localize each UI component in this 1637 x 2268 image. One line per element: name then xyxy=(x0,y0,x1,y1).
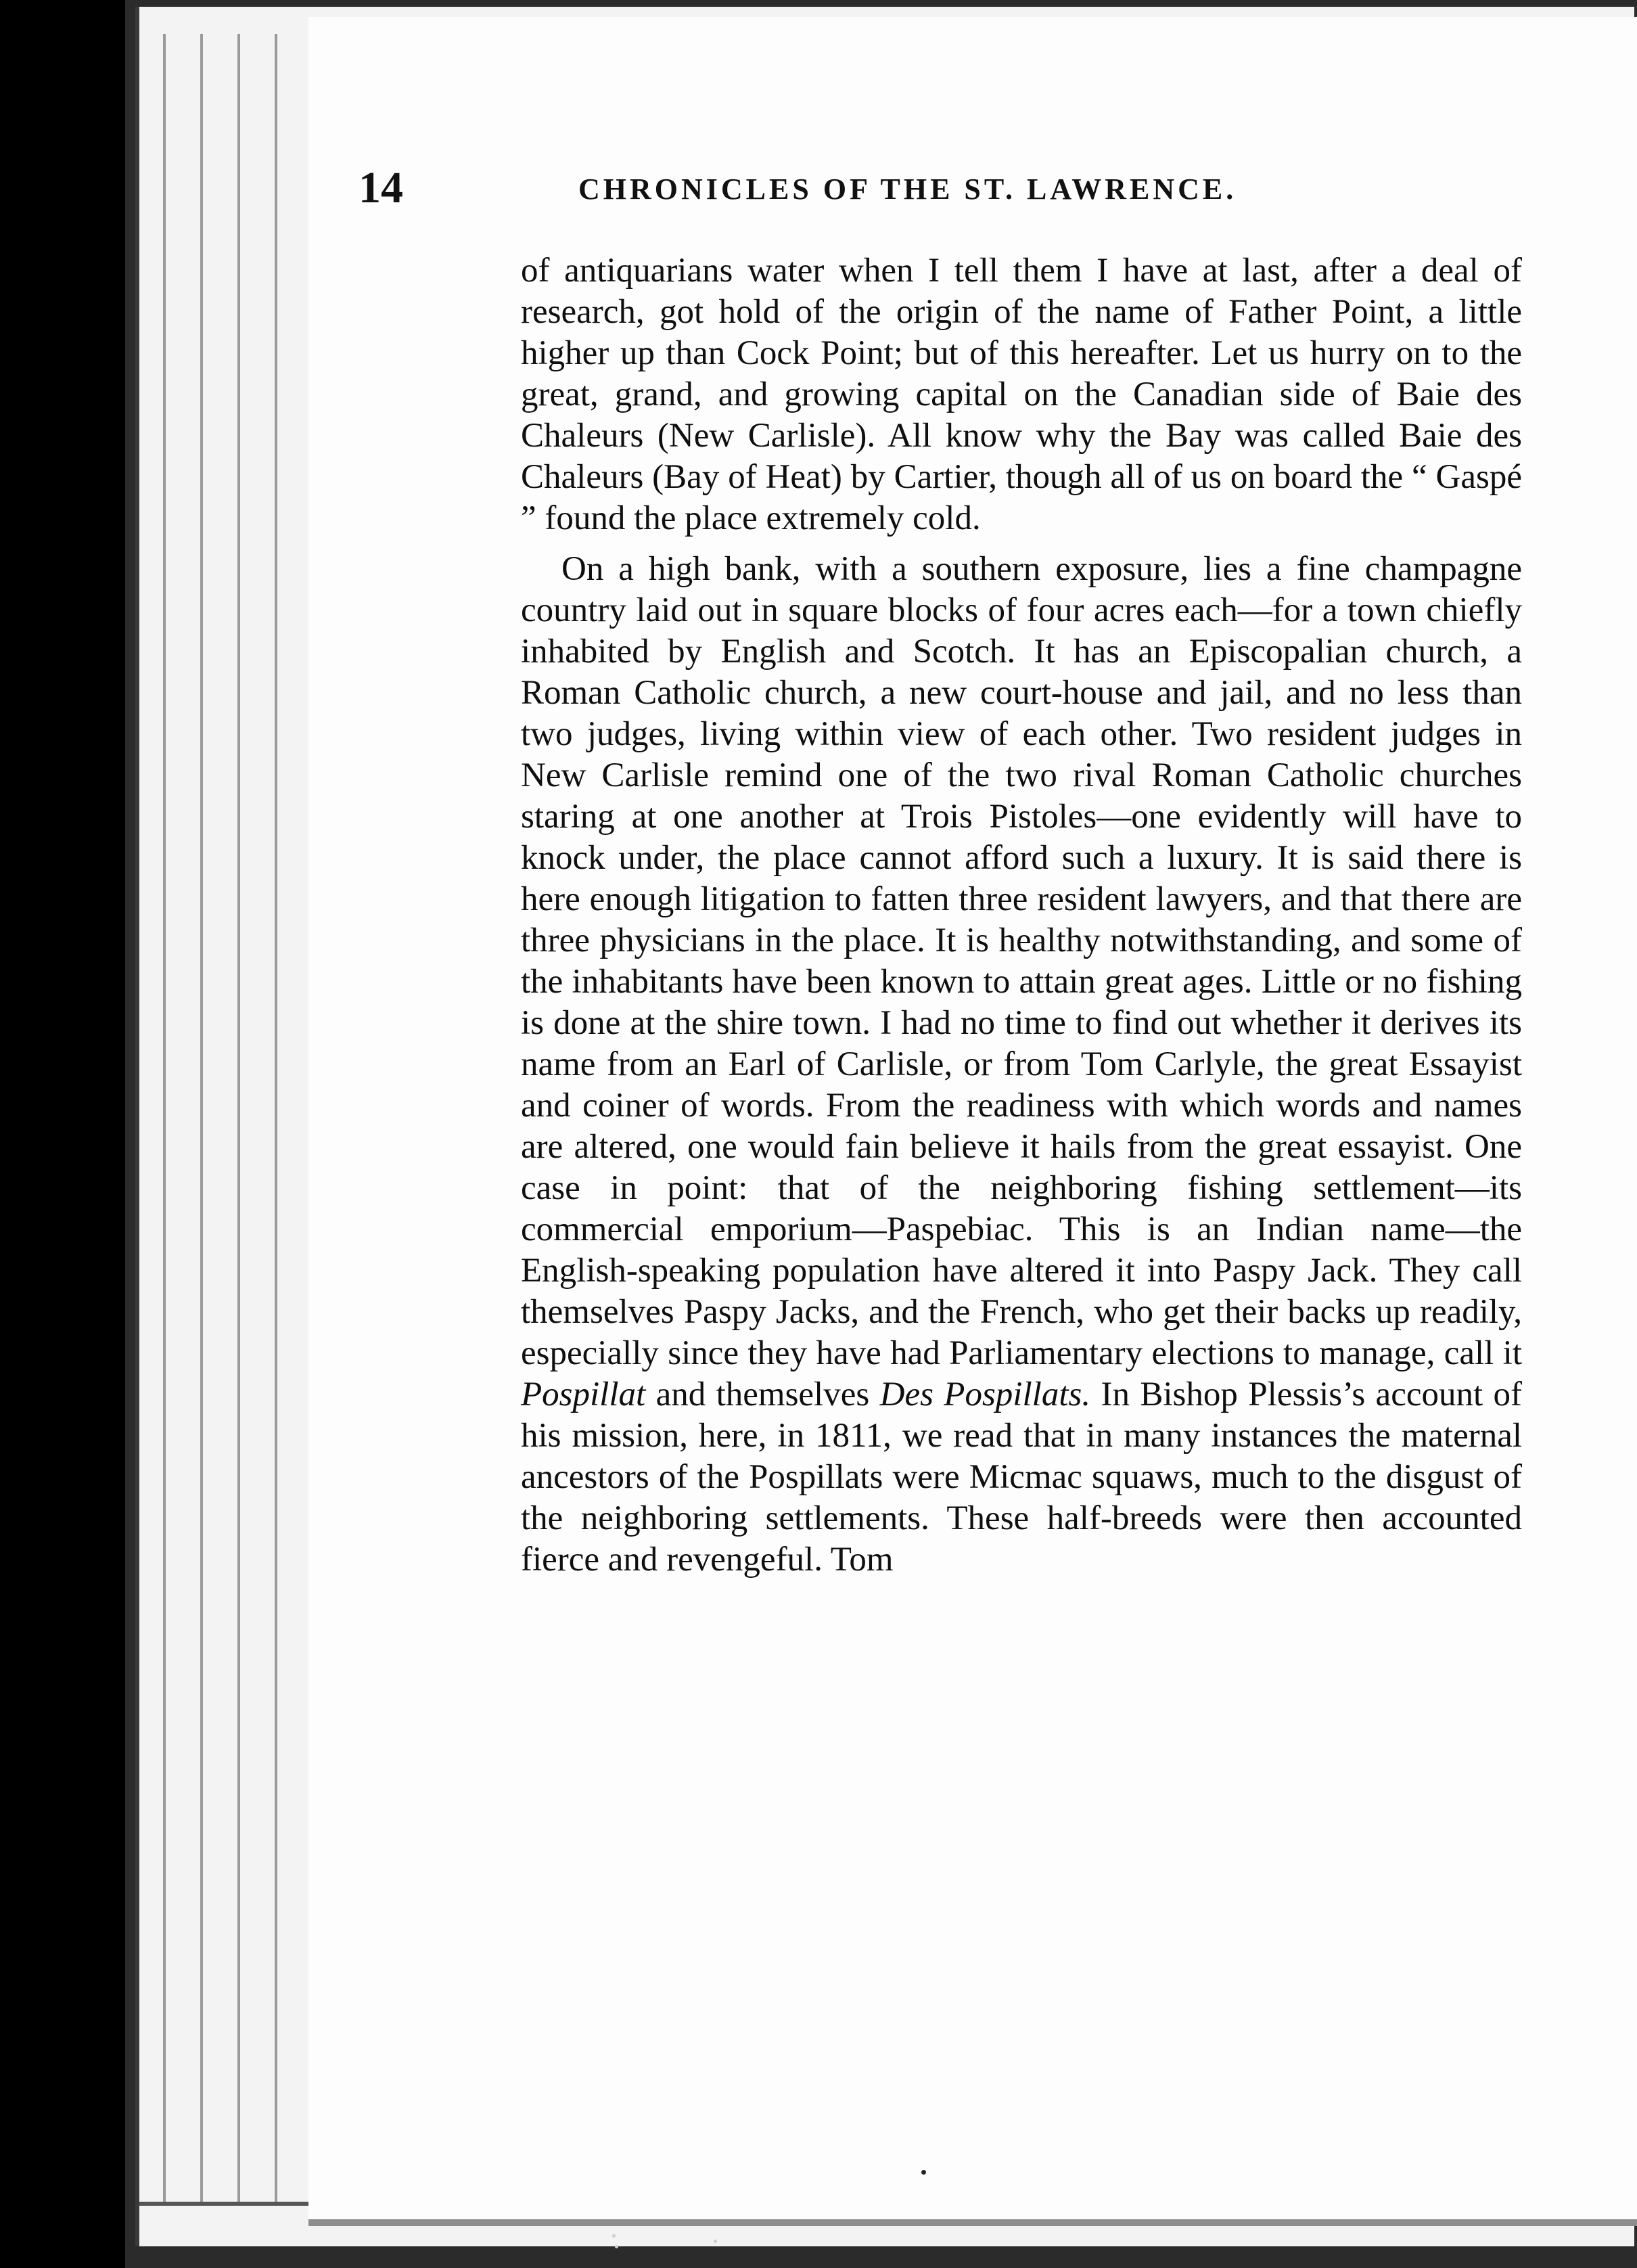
page-edge xyxy=(163,34,166,2206)
page-edge xyxy=(200,34,203,2206)
paragraph-text: and themselves xyxy=(655,1376,870,1413)
film-scratch-marks xyxy=(612,2233,720,2260)
film-mark xyxy=(615,2245,618,2248)
running-title: CHRONICLES OF THE ST. LAWRENCE. xyxy=(578,173,1237,206)
running-head xyxy=(359,162,1306,217)
body-text xyxy=(521,250,1522,1581)
film-mark xyxy=(612,2234,616,2238)
print-speck xyxy=(921,2170,926,2175)
page-edge xyxy=(237,34,240,2206)
page-edge xyxy=(275,34,277,2206)
paragraph-text: On a high bank, with a southern exposure, lies a fine champagne country laid out in square blocks of four acres each—for a town chiefly inhabited by English and Scotch. It has an Episcopalian church, a Roman Catholic church, a new court-house and jail, and no less than two judges, living within view of each other. Two resident judges in New Carlisle remind one of the two rival Roman Catholic churches staring at one another at Trois Pistoles—one evidently will have to knock under, the place cannot afford such a luxury. It is said there is here enough litigation to fatten three resident lawyers, and that there are three physicians in the place. It is healthy notwithstanding, and some of the inhabitants have been known to attain great ages. Little or no fishing is done at the shire town. I had no time to find out whether it derives its name from an Earl of Carlisle, or from Tom Carlyle, the great Essayist and coiner of words. From the readiness with which words and names are altered, one would fain believe it hails from the great essayist. One case in point: that of the neighboring fishing settlement—its commercial emporium—Paspebiac. This is an Indian name—the English-speaking population have altered it into Paspy Jack. They call themselves Paspy Jacks, and the French, who get their backs up readily, especially since they have had Parliamentary elections to manage, call it xyxy=(521,550,1522,1372)
film-mark xyxy=(714,2240,717,2243)
paragraph: of antiquarians water when I tell them I have at last, after a deal of research, got hold of the origin of the name of Father Point, a little higher up than Cock Point; but of this hereafter. Let us hurry on to the great, grand, and growing capital on the Canadian side of Baie des Chaleurs (New Carlisle). All know why the Bay was called Baie des Chaleurs (Bay of Heat) by Cartier, though all of us on board the “ Gaspé ” found the place extremely cold. xyxy=(521,252,1522,537)
paragraph xyxy=(521,549,1522,1581)
paragraph-text: In Bishop Plessis’s account of his mission, here, in 1811, we read that in many instances the maternal ancestors of the Pospillats were Micmac squaws, much to the disgust of the neighboring settlements. These half-breeds were then accounted fierce and revengeful. Tom xyxy=(521,1376,1523,1579)
page-number: 14 xyxy=(359,163,403,212)
italic-term: Pospillat xyxy=(521,1376,646,1413)
italic-term: Des Pospillats. xyxy=(879,1376,1091,1413)
